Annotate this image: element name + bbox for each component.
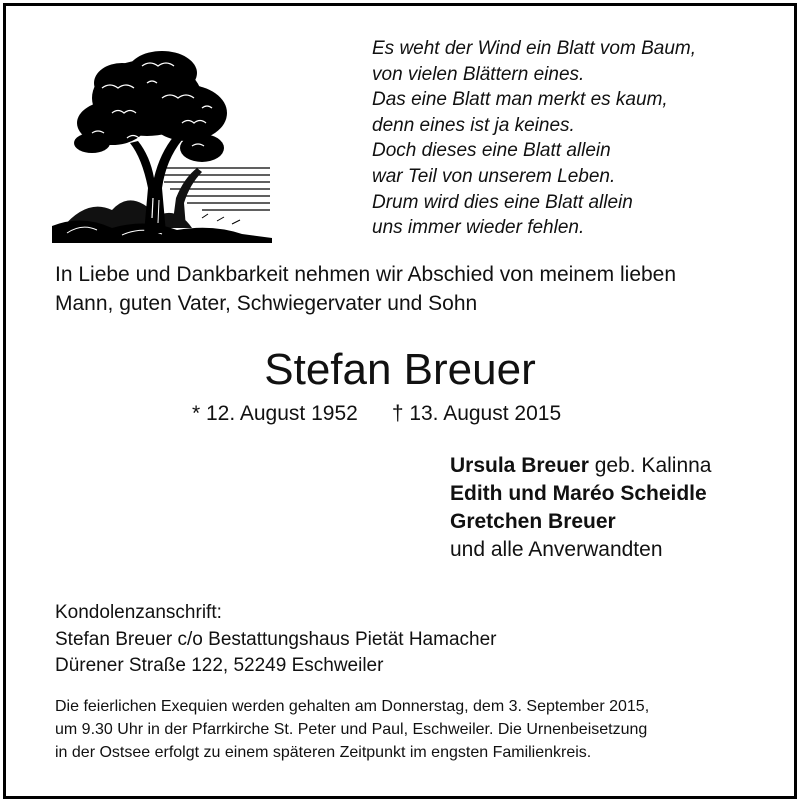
poem-line: Drum wird dies eine Blatt allein xyxy=(372,191,633,213)
poem-line: war Teil von unserem Leben. xyxy=(372,165,616,187)
poem-line: denn eines ist ja keines. xyxy=(372,114,575,136)
mourners-list xyxy=(450,452,712,564)
mourner-line xyxy=(450,480,712,508)
intro-line: In Liebe und Dankbarkeit nehmen wir Abschied von meinem lieben xyxy=(55,263,677,286)
mourner-line: und alle Anverwandten xyxy=(450,538,663,561)
notice-line: in der Ostsee erfolgt zu einem späteren Zeitpunkt im engsten Familienkreis. xyxy=(55,744,592,761)
life-dates xyxy=(192,400,561,428)
mourner-line xyxy=(450,508,712,536)
birth-date: * 12. August 1952 xyxy=(192,402,358,425)
intro-text xyxy=(55,260,676,318)
poem-line: von vielen Blättern eines. xyxy=(372,63,585,85)
funeral-notice xyxy=(55,695,649,764)
mourner-name: Edith und Maréo Scheidle xyxy=(450,482,707,505)
intro-line: Mann, guten Vater, Schwiegervater und Sohn xyxy=(55,292,478,315)
tree-illustration-icon xyxy=(52,38,272,243)
notice-line: Die feierlichen Exequien werden gehalten am Donnerstag, dem 3. September 2015, xyxy=(55,698,650,715)
death-date: † 13. August 2015 xyxy=(391,402,562,425)
mourner-note: geb. Kalinna xyxy=(588,454,712,477)
poem-line: uns immer wieder fehlen. xyxy=(372,217,585,239)
poem-line: Das eine Blatt man merkt es kaum, xyxy=(372,89,668,111)
notice-line: um 9.30 Uhr in der Pfarrkirche St. Peter und Paul, Eschweiler. Die Urnenbeisetzung xyxy=(55,721,648,738)
poem-line: Es weht der Wind ein Blatt vom Baum, xyxy=(372,38,697,59)
address-line: Kondolenzanschrift: xyxy=(55,602,222,623)
mourner-line xyxy=(450,452,712,480)
deceased-name: Stefan Breuer xyxy=(264,345,536,394)
poem-line: Doch dieses eine Blatt allein xyxy=(372,140,611,162)
mourner-name: Ursula Breuer xyxy=(450,454,589,477)
address-line: Dürener Straße 122, 52249 Eschweiler xyxy=(55,655,384,676)
condolence-address xyxy=(55,600,496,680)
address-line: Stefan Breuer c/o Bestattungshaus Pietät Hamacher xyxy=(55,628,497,650)
poem xyxy=(372,36,696,241)
mourner-name: Gretchen Breuer xyxy=(450,510,616,533)
